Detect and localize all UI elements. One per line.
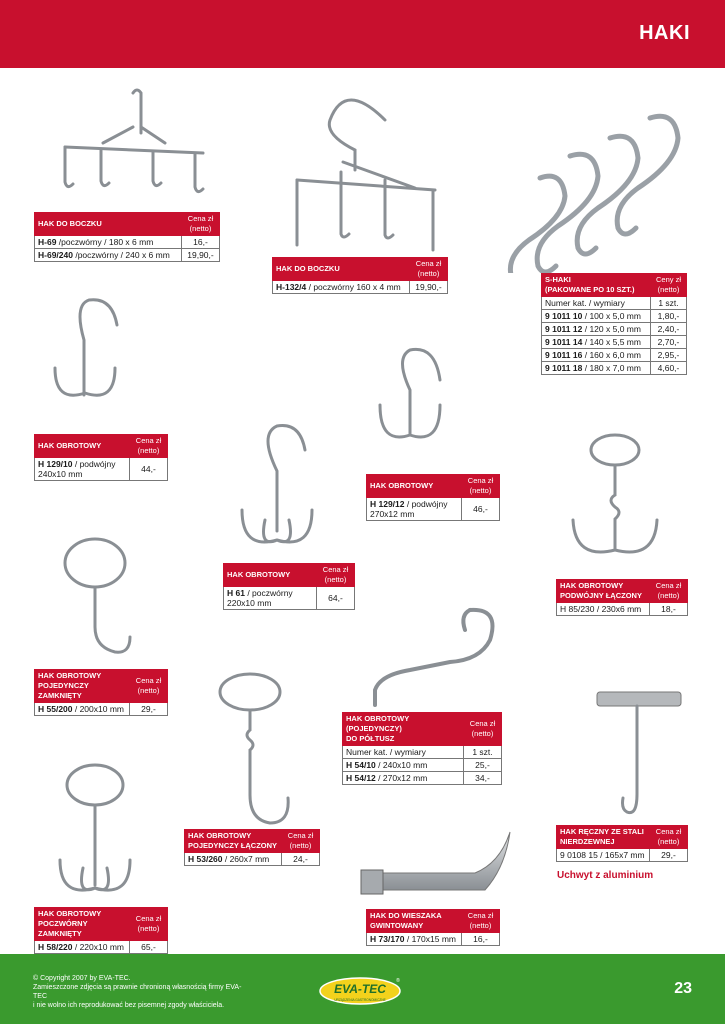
product-name: HAK OBROTOWY (POJEDYNCZY) DO PÓŁTUSZ: [343, 713, 464, 746]
hook-image-h55200: [55, 535, 145, 665]
price-table-h12912: [366, 474, 500, 521]
table-row: H 129/10 / podwójny 240x10 mm 44,-: [35, 458, 168, 481]
page-number: 23: [674, 980, 692, 997]
product-name: HAK DO BOCZKU: [273, 258, 410, 281]
hook-image-h73170: [355, 828, 515, 903]
price-header: Cena zł (netto): [464, 713, 502, 746]
price-header: Cena zł (netto): [650, 580, 688, 603]
price-table-h132: [272, 257, 448, 294]
aluminium-handle-note: Uchwyt z aluminium: [557, 870, 654, 881]
price-header: Cena zł (netto): [650, 826, 688, 849]
price-table-h69: [34, 212, 220, 262]
price-table-h12910: [34, 434, 168, 481]
svg-text:®: ®: [396, 978, 400, 984]
table-row: 9 1011 16 / 160 x 6,0 mm 2,95,-: [542, 349, 687, 362]
table-row: H 54/12 / 270x12 mm 34,-: [343, 772, 502, 785]
price-header: Cena zł (netto): [462, 475, 500, 498]
product-name: HAK RĘCZNY ZE STALI NIERDZEWNEJ: [557, 826, 650, 849]
table-row: 9 1011 12 / 120 x 5,0 mm 2,40,-: [542, 323, 687, 336]
page-header: [0, 0, 725, 68]
price-table-h61: [223, 563, 355, 610]
table-row: H 85/230 / 230x6 mm 18,-: [557, 603, 688, 616]
table-row: H 73/170 / 170x15 mm 16,-: [367, 933, 500, 946]
product-name: HAK OBROTOWY: [367, 475, 462, 498]
hook-image-h54: [360, 600, 505, 710]
price-table-h58220: [34, 907, 168, 954]
hook-image-h69: [45, 85, 215, 205]
hook-image-h12910: [45, 295, 135, 425]
hook-image-h58220: [55, 760, 145, 910]
table-row: H 61 / poczwórny 220x10 mm 64,-: [224, 587, 355, 610]
hook-image-h132: [285, 90, 460, 255]
product-name: HAK OBROTOWY POCZWÓRNY ZAMKNIĘTY: [35, 908, 130, 941]
table-row: 9 1011 14 / 140 x 5,5 mm 2,70,-: [542, 336, 687, 349]
hook-image-h61: [235, 420, 325, 560]
price-table-h73170: [366, 909, 500, 946]
price-table-h55200: [34, 669, 168, 716]
product-name: HAK OBROTOWY PODWÓJNY ŁĄCZONY: [557, 580, 650, 603]
s-hooks-image: [500, 108, 690, 273]
product-name: HAK OBROTOWY POJEDYNCZY ZAMKNIĘTY: [35, 670, 130, 703]
copyright-notice: © Copyright 2007 by EVA-TEC. Zamieszczone zdjęcia są prawnie chronioną własnością firmy EVA-TEC i nie wolno ich reprodukować bez pisemnej zgody właściciela.: [33, 975, 242, 1009]
price-header: Ceny zł (netto): [651, 274, 687, 297]
hook-image-hand-hook: [595, 688, 685, 823]
product-name: S-HAKI (PAKOWANE PO 10 SZT.): [542, 274, 651, 297]
table-row: H 53/260 / 260x7 mm 24,-: [185, 853, 320, 866]
price-table-h53260: [184, 829, 320, 866]
hook-image-h12912: [370, 340, 465, 465]
table-row: H-69/240 /poczwórny / 240 x 6 mm 19,90,-: [35, 249, 220, 262]
table-row: H 129/12 / podwójny 270x12 mm 46,-: [367, 498, 500, 521]
page-footer: [0, 954, 725, 1024]
table-row: 9 1011 10 / 100 x 5,0 mm 1,80,-: [542, 310, 687, 323]
price-header: Cena zł (netto): [130, 670, 168, 703]
table-row: 9 1011 18 / 180 x 7,0 mm 4,60,-: [542, 362, 687, 375]
product-name: HAK DO WIESZAKA GWINTOWANY: [367, 910, 462, 933]
hook-image-h85230: [565, 430, 665, 580]
product-name: HAK OBROTOWY POJEDYNCZY ŁĄCZONY: [185, 830, 282, 853]
price-header: Cena zł (netto): [182, 213, 220, 236]
price-header: Cena zł (netto): [130, 435, 168, 458]
price-header: Cena zł (netto): [130, 908, 168, 941]
svg-text:EVA-TEC: EVA-TEC: [334, 982, 386, 996]
product-name: HAK DO BOCZKU: [35, 213, 182, 236]
svg-text:URZĄDZENIA GASTRONOMICZNE: URZĄDZENIA GASTRONOMICZNE: [334, 998, 386, 1002]
price-header: Cena zł (netto): [317, 564, 355, 587]
page-title: HAKI: [639, 22, 690, 44]
hook-image-h53260: [210, 670, 300, 830]
table-row: H-132/4 / poczwórny 160 x 4 mm 19,90,-: [273, 281, 448, 294]
table-row: 9 0108 15 / 165x7 mm 29,-: [557, 849, 688, 862]
eva-tec-logo: [318, 976, 402, 1006]
price-table-hand-hook: [556, 825, 688, 862]
price-header: Cena zł (netto): [410, 258, 448, 281]
product-name: HAK OBROTOWY: [35, 435, 130, 458]
table-row: H 58/220 / 220x10 mm 65,-: [35, 941, 168, 954]
table-row: H 54/10 / 240x10 mm 25,-: [343, 759, 502, 772]
table-subheader: Numer kat. / wymiary 1 szt.: [542, 297, 687, 310]
table-subheader: Numer kat. / wymiary 1 szt.: [343, 746, 502, 759]
price-table-h54: [342, 712, 502, 785]
table-row: H 55/200 / 200x10 mm 29,-: [35, 703, 168, 716]
price-table-h85230: [556, 579, 688, 616]
table-row: H-69 /poczwórny / 180 x 6 mm 16,-: [35, 236, 220, 249]
price-header: Cena zł (netto): [462, 910, 500, 933]
price-table-s-hooks: [541, 273, 687, 375]
price-header: Cena zł (netto): [282, 830, 320, 853]
product-name: HAK OBROTOWY: [224, 564, 317, 587]
